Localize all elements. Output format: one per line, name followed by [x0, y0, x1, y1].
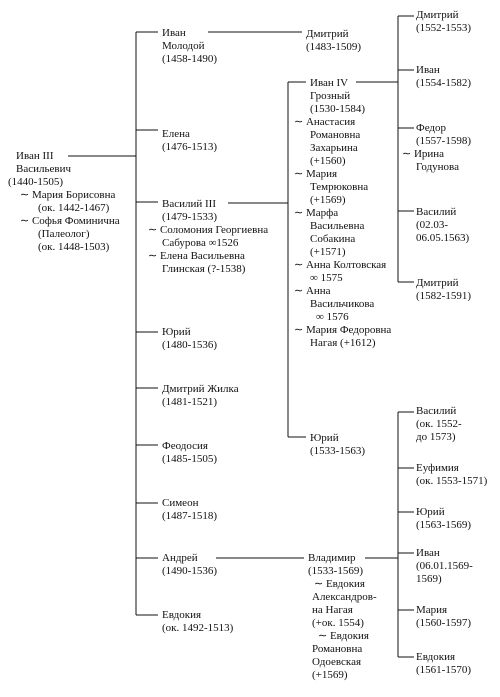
node-line: Иван [416, 64, 440, 76]
node-line: Дмитрий Жилка [162, 383, 239, 395]
node-line: (1582-1591) [416, 290, 471, 302]
node-line: (ок. 1553-1571) [416, 475, 488, 487]
node-yuri-1533 [310, 432, 365, 458]
node-dmitry-1483 [306, 28, 361, 54]
node-line: (+ок. 1554) [312, 617, 364, 629]
node-line: Романовна [312, 643, 363, 655]
node-line: ∼ Ирина [402, 148, 445, 160]
node-line: Иван [162, 27, 186, 39]
node-line: Владимир [308, 552, 356, 564]
node-line: до 1573) [416, 431, 456, 443]
node-line: (1552-1553) [416, 22, 471, 34]
node-line: Нагая (+1612) [310, 337, 376, 349]
node-line: Грозный [310, 90, 351, 102]
node-line: ∼ Елена Васильевна [148, 250, 245, 262]
node-line: (1563-1569) [416, 519, 471, 531]
node-line: Евдокия [416, 651, 456, 663]
node-line: (1530-1584) [310, 103, 365, 115]
node-eufimia [416, 462, 487, 488]
node-line: (1485-1505) [162, 453, 217, 465]
node-line: (+1569) [310, 194, 346, 206]
node-line: Елена [162, 128, 190, 140]
node-vasily-1563 [416, 206, 469, 245]
node-line: Василий [416, 206, 457, 218]
node-line: (1476-1513) [162, 141, 217, 153]
node-line: (1480-1536) [162, 339, 217, 351]
node-ivan-molodoy [162, 27, 217, 66]
node-vladimir [304, 552, 377, 682]
node-line: Иван IV [310, 77, 349, 89]
node-line: (1554-1582) [416, 77, 471, 89]
node-line: (1490-1536) [162, 565, 217, 577]
node-line: (1561-1570) [416, 664, 471, 676]
node-line: Молодой [162, 40, 205, 52]
node-line: ∞ 1575 [310, 272, 343, 284]
node-line: ∼ Евдокия [318, 630, 369, 642]
node-line: (1479-1533) [162, 211, 217, 223]
node-line: Одоевская [312, 656, 362, 668]
node-line: ∼ Мария Борисовна [20, 189, 116, 201]
node-line: Василий [416, 405, 457, 417]
node-line: (+1560) [310, 155, 346, 167]
node-line: (ок. 1552- [416, 418, 462, 430]
node-line: (1533-1569) [308, 565, 363, 577]
node-ivan-1569 [416, 547, 473, 586]
node-line: (+1571) [310, 246, 346, 258]
node-line: 06.05.1563) [416, 232, 470, 244]
node-line: Феодосия [162, 440, 208, 452]
node-line: Дмитрий [416, 277, 459, 289]
node-ivan-1554 [416, 64, 471, 90]
node-line: ∼ Софья Фоминична [20, 215, 120, 227]
node-line: (Палеолог) [38, 228, 90, 240]
node-line: ∼ Мария Федоровна [294, 324, 392, 336]
node-line: ∞ 1576 [316, 311, 349, 323]
node-line: Сабурова ∞1526 [162, 237, 239, 249]
node-line: ∼ Евдокия [314, 578, 365, 590]
node-andrey [162, 552, 217, 578]
node-line: (ок. 1442-1467) [38, 202, 110, 214]
node-line: Иван [416, 547, 440, 559]
node-line: Юрий [416, 506, 445, 518]
node-line: Иван III [16, 150, 54, 162]
node-dmitry-1552 [416, 9, 471, 35]
node-line: (02.03- [416, 219, 449, 231]
node-line: ∼ Марфа [294, 207, 339, 219]
node-simeon [162, 497, 217, 523]
node-line: Захарьина [310, 142, 358, 154]
node-dmitry-1582 [416, 277, 471, 303]
node-feodosia [162, 440, 217, 466]
node-line: ∼ Соломония Георгиевна [148, 224, 269, 236]
node-line: Темрюковна [310, 181, 369, 193]
node-line: Евдокия [162, 609, 202, 621]
node-line: (1557-1598) [416, 135, 471, 147]
node-line: Юрий [310, 432, 339, 444]
node-evdokia-1561 [416, 651, 471, 677]
node-vasily-iii [148, 198, 268, 276]
node-evdokia-1492 [162, 609, 233, 635]
node-line: 1569) [416, 573, 442, 585]
node-line: (06.01.1569- [416, 560, 473, 572]
node-line: Васильевич [16, 163, 71, 175]
node-line: (1440-1505) [8, 176, 63, 188]
node-fedor [402, 122, 471, 174]
node-line: ∼ Анастасия [294, 116, 356, 128]
node-line: (+1569) [312, 669, 348, 681]
node-line: Александров- [312, 591, 377, 603]
node-line: Юрий [162, 326, 191, 338]
node-line: Дмитрий [416, 9, 459, 21]
node-line: Годунова [416, 161, 459, 173]
node-line: ∼ Анна Колтовская [294, 259, 387, 271]
node-line: Глинская (?-1538) [162, 263, 246, 275]
node-line: Симеон [162, 497, 199, 509]
node-line: (1481-1521) [162, 396, 217, 408]
node-vasily-1552 [416, 405, 462, 444]
node-elena [162, 128, 217, 154]
node-line: Мария [416, 604, 448, 616]
node-line: Романовна [310, 129, 361, 141]
node-line: Федор [416, 122, 447, 134]
node-line: ∼ Мария [294, 168, 338, 180]
node-line: (ок. 1448-1503) [38, 241, 110, 253]
node-line: Васильевна [310, 220, 365, 232]
node-line: на Нагая [312, 604, 353, 616]
node-line: Васильчикова [310, 298, 375, 310]
node-maria-1560 [416, 604, 471, 630]
node-line: ∼ Анна [294, 285, 331, 297]
node-line: Василий III [162, 198, 216, 210]
node-line: (1458-1490) [162, 53, 217, 65]
node-yuri-1480 [162, 326, 217, 352]
node-line: Собакина [310, 233, 356, 245]
node-dmitry-zhilka [162, 383, 239, 409]
node-line: (1533-1563) [310, 445, 365, 457]
node-line: (1560-1597) [416, 617, 471, 629]
node-line: Еуфимия [416, 462, 459, 474]
node-line: (ок. 1492-1513) [162, 622, 234, 634]
node-line: Андрей [162, 552, 198, 564]
node-ivan-iv [294, 77, 391, 350]
node-line: (1487-1518) [162, 510, 217, 522]
node-line: Дмитрий [306, 28, 349, 40]
node-ivan-iii [4, 150, 120, 254]
node-line: (1483-1509) [306, 41, 361, 53]
node-yuri-1563 [416, 506, 471, 532]
